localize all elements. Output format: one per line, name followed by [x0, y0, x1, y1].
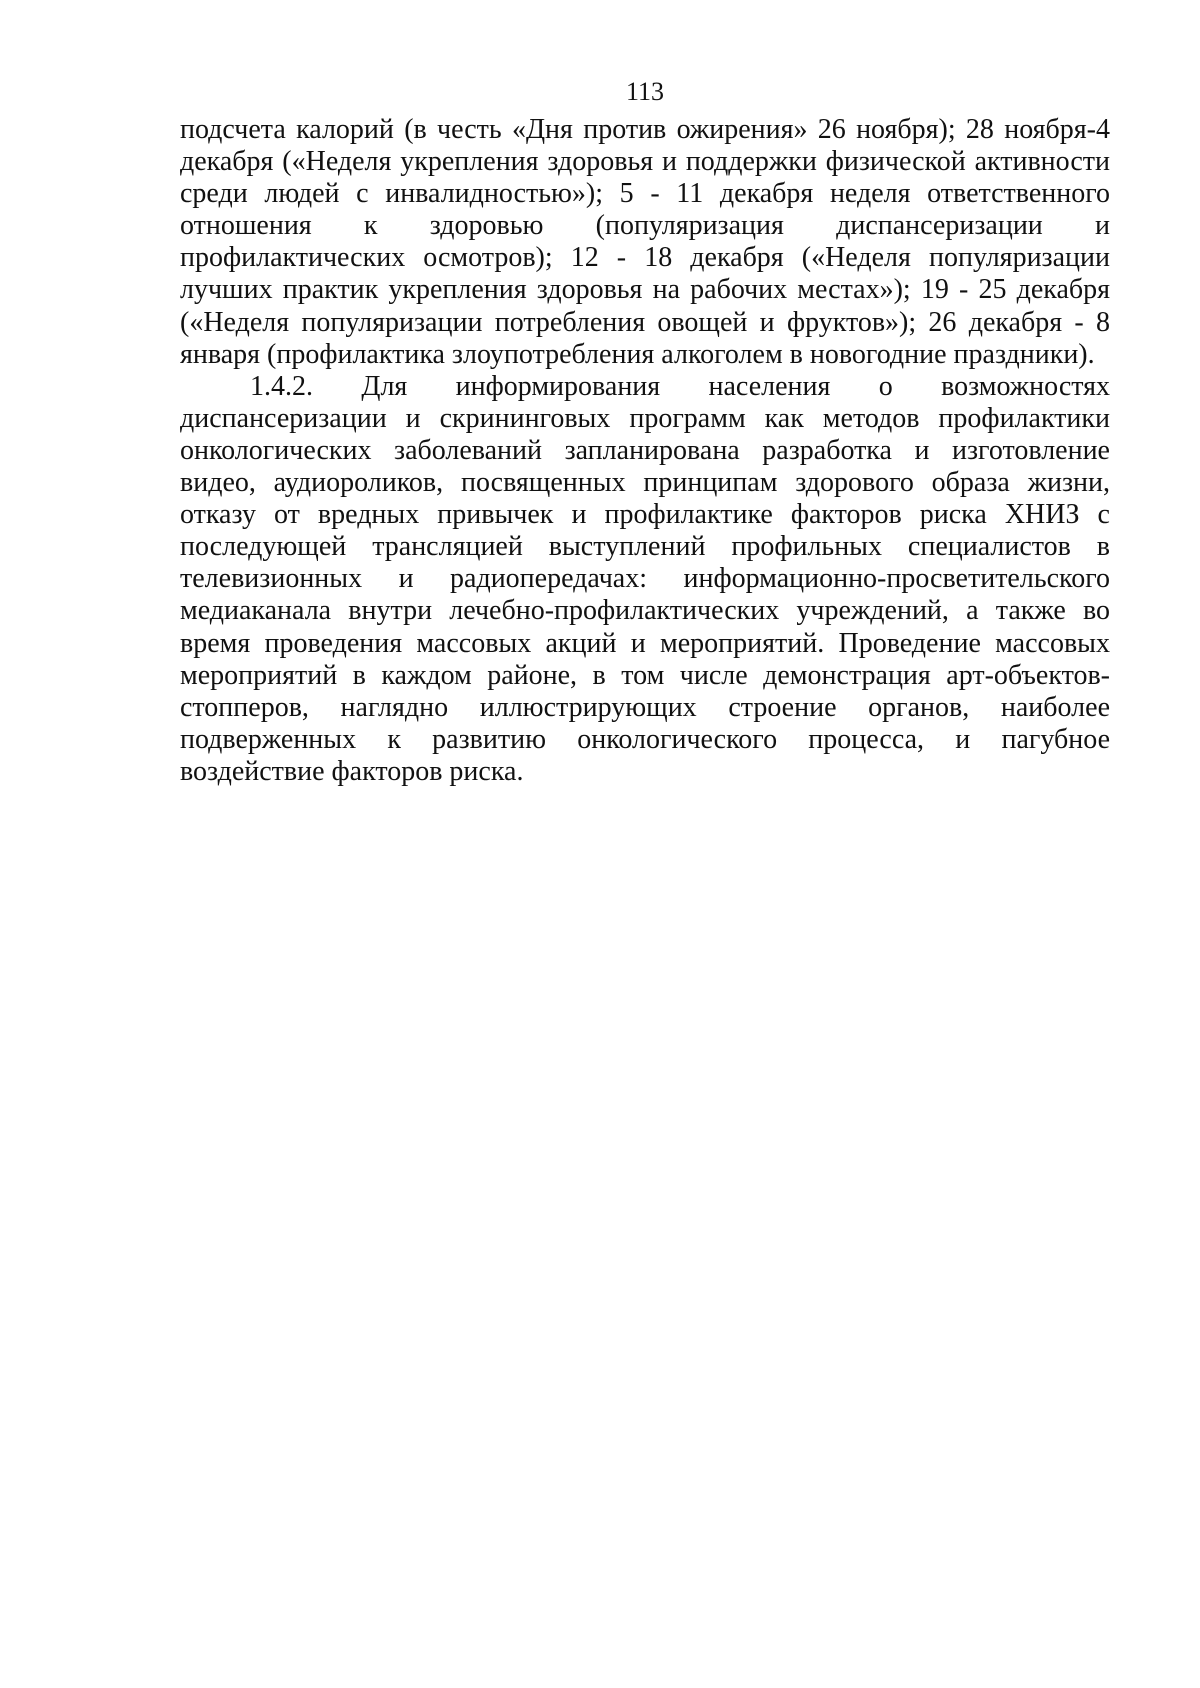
- body-text: [180, 114, 1110, 788]
- page-number: 113: [625, 77, 665, 106]
- paragraph-continuation: подсчета калорий (в честь «Дня против ожирения» 26 ноября); 28 ноября-4 декабря («Неделя укрепления здоровья и поддержки физической активности среди людей с инвалидностью»); 5 - 11 декабря неделя ответственного отношения к здоровью (популяризация диспансеризации и профилактических осмотров); 12 - 18 декабря («Неделя популяризации лучших практик укрепления здоровья на рабочих местах»); 19 - 25 декабря («Неделя популяризации потребления овощей и фруктов»); 26 декабря - 8 января (профилактика злоупотребления алкоголем в новогодние праздники).: [180, 114, 1110, 370]
- paragraph-1-4-2: 1.4.2. Для информирования населения о возможностях диспансеризации и скрининговых программ как методов профилактики онкологических заболеваний запланирована разработка и изготовление видео, аудиороликов, посвященных принципам здорового образа жизни, отказу от вредных привычек и профилактике факторов риска ХНИЗ с последующей трансляцией выступлений профильных специалистов в телевизионных и радиопередачах: информационно-просветительского медиаканала внутри лечебно-профилактических учреждений, а также во время проведения массовых акций и мероприятий. Проведение массовых мероприятий в каждом районе, в том числе демонстрация арт-объектов-стопперов, наглядно иллюстрирующих строение органов, наиболее подверженных к развитию онкологического процесса, и пагубное воздействие факторов риска.: [180, 370, 1110, 787]
